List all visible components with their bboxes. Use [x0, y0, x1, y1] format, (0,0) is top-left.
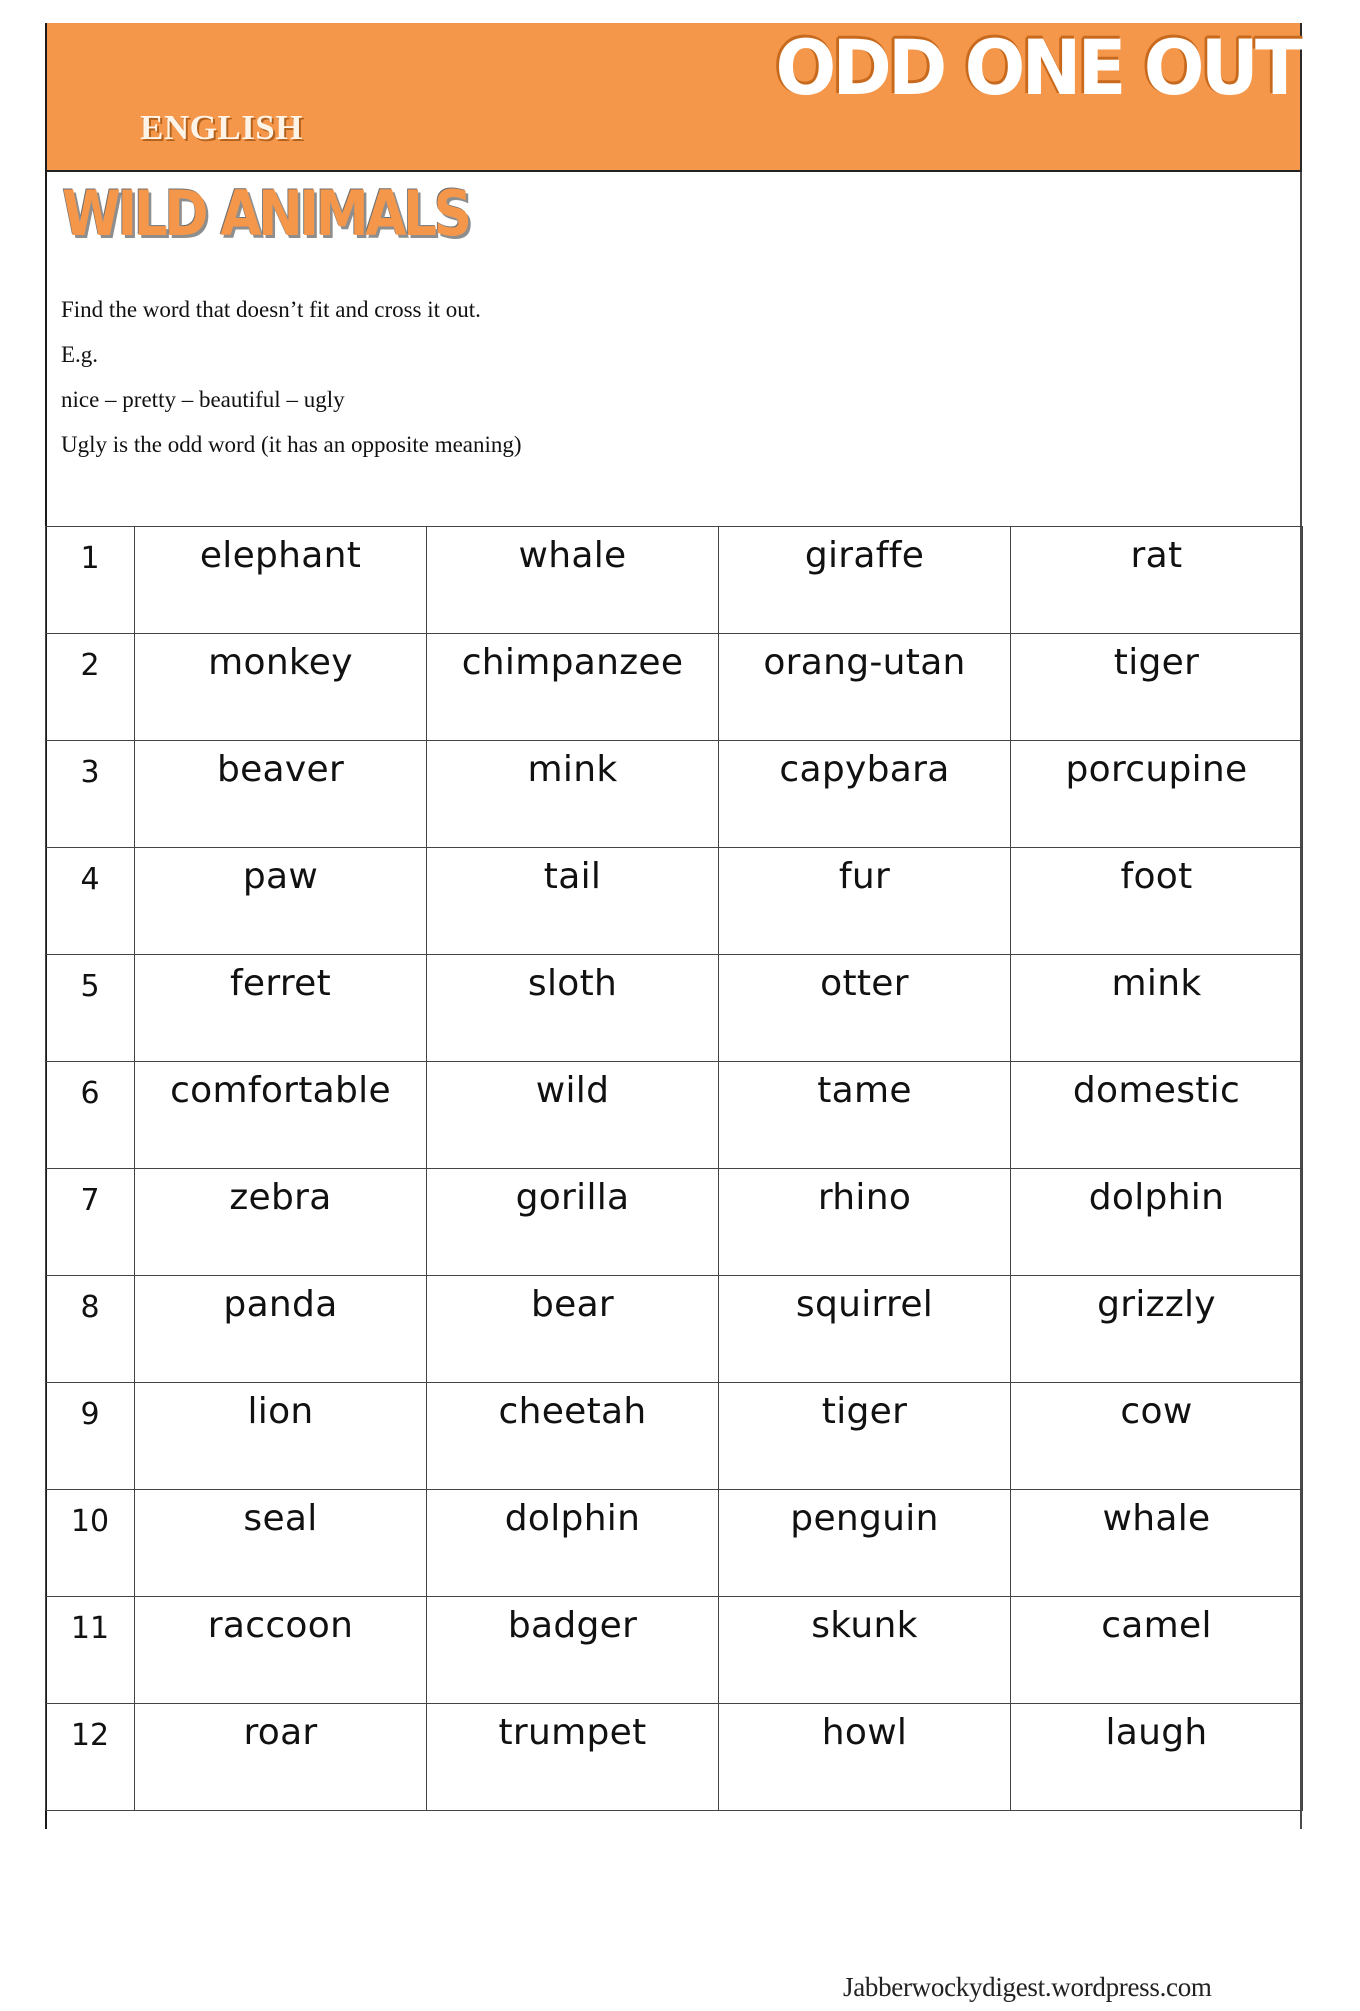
word-cell[interactable]: bear [427, 1276, 719, 1383]
table-row [46, 1704, 1303, 1811]
example-words: nice – pretty – beautiful – ugly [61, 387, 345, 412]
table-row [46, 955, 1303, 1062]
word-cell[interactable]: grizzly [1011, 1276, 1303, 1383]
word-cell[interactable]: cheetah [427, 1383, 719, 1490]
table-row [46, 634, 1303, 741]
word-cell[interactable]: rat [1011, 527, 1303, 634]
word-cell[interactable]: whale [1011, 1490, 1303, 1597]
word-cell[interactable]: tiger [719, 1383, 1011, 1490]
word-cell[interactable]: foot [1011, 848, 1303, 955]
table-row [46, 1490, 1303, 1597]
table-row [46, 1383, 1303, 1490]
word-cell[interactable]: elephant [135, 527, 427, 634]
row-number: 11 [46, 1597, 135, 1704]
example-explanation: Ugly is the odd word (it has an opposite meaning) [61, 432, 522, 457]
word-cell[interactable]: rhino [719, 1169, 1011, 1276]
row-number: 3 [46, 741, 135, 848]
table-row [46, 848, 1303, 955]
row-number: 9 [46, 1383, 135, 1490]
row-number: 1 [46, 527, 135, 634]
word-cell[interactable]: seal [135, 1490, 427, 1597]
word-cell[interactable]: giraffe [719, 527, 1011, 634]
word-cell[interactable]: sloth [427, 955, 719, 1062]
example-label: E.g. [61, 342, 99, 367]
word-cell[interactable]: dolphin [427, 1490, 719, 1597]
table-row [46, 1276, 1303, 1383]
footer-credit: Jabberwockydigest.wordpress.com [843, 1972, 1212, 2002]
row-number: 5 [46, 955, 135, 1062]
worksheet-title: ODD ONE OUT [775, 23, 1300, 112]
word-cell[interactable]: monkey [135, 634, 427, 741]
word-cell[interactable]: whale [427, 527, 719, 634]
word-cell[interactable]: capybara [719, 741, 1011, 848]
instruction-text: Find the word that doesn’t fit and cross it out. [61, 297, 481, 322]
word-cell[interactable]: penguin [719, 1490, 1011, 1597]
row-number: 12 [46, 1704, 135, 1811]
word-cell[interactable]: laugh [1011, 1704, 1303, 1811]
topic-title: WILD ANIMALS [62, 177, 469, 250]
table-row [46, 741, 1303, 848]
word-cell[interactable]: chimpanzee [427, 634, 719, 741]
word-cell[interactable]: fur [719, 848, 1011, 955]
word-cell[interactable]: paw [135, 848, 427, 955]
word-cell[interactable]: porcupine [1011, 741, 1303, 848]
word-cell[interactable]: wild [427, 1062, 719, 1169]
word-cell[interactable]: tame [719, 1062, 1011, 1169]
word-cell[interactable]: raccoon [135, 1597, 427, 1704]
word-cell[interactable]: badger [427, 1597, 719, 1704]
row-number: 8 [46, 1276, 135, 1383]
subject-label: ENGLISH [140, 108, 303, 147]
word-cell[interactable]: otter [719, 955, 1011, 1062]
word-cell[interactable]: mink [427, 741, 719, 848]
word-cell[interactable]: tail [427, 848, 719, 955]
word-cell[interactable]: camel [1011, 1597, 1303, 1704]
word-cell[interactable]: domestic [1011, 1062, 1303, 1169]
row-number: 6 [46, 1062, 135, 1169]
table-row [46, 1597, 1303, 1704]
word-cell[interactable]: lion [135, 1383, 427, 1490]
row-number: 10 [46, 1490, 135, 1597]
word-cell[interactable]: squirrel [719, 1276, 1011, 1383]
word-cell[interactable]: tiger [1011, 634, 1303, 741]
word-cell[interactable]: comfortable [135, 1062, 427, 1169]
word-cell[interactable]: dolphin [1011, 1169, 1303, 1276]
word-cell[interactable]: howl [719, 1704, 1011, 1811]
row-number: 7 [46, 1169, 135, 1276]
word-cell[interactable]: gorilla [427, 1169, 719, 1276]
word-cell[interactable]: cow [1011, 1383, 1303, 1490]
word-cell[interactable]: skunk [719, 1597, 1011, 1704]
table-row [46, 1062, 1303, 1169]
word-cell[interactable]: trumpet [427, 1704, 719, 1811]
word-cell[interactable]: ferret [135, 955, 427, 1062]
row-number: 2 [46, 634, 135, 741]
word-cell[interactable]: beaver [135, 741, 427, 848]
table-row [46, 527, 1303, 634]
word-cell[interactable]: roar [135, 1704, 427, 1811]
odd-one-out-table [45, 526, 1303, 1811]
row-number: 4 [46, 848, 135, 955]
table-row [46, 1169, 1303, 1276]
instructions [61, 296, 522, 476]
word-cell[interactable]: panda [135, 1276, 427, 1383]
word-cell[interactable]: mink [1011, 955, 1303, 1062]
word-cell[interactable]: zebra [135, 1169, 427, 1276]
word-cell[interactable]: orang-utan [719, 634, 1011, 741]
